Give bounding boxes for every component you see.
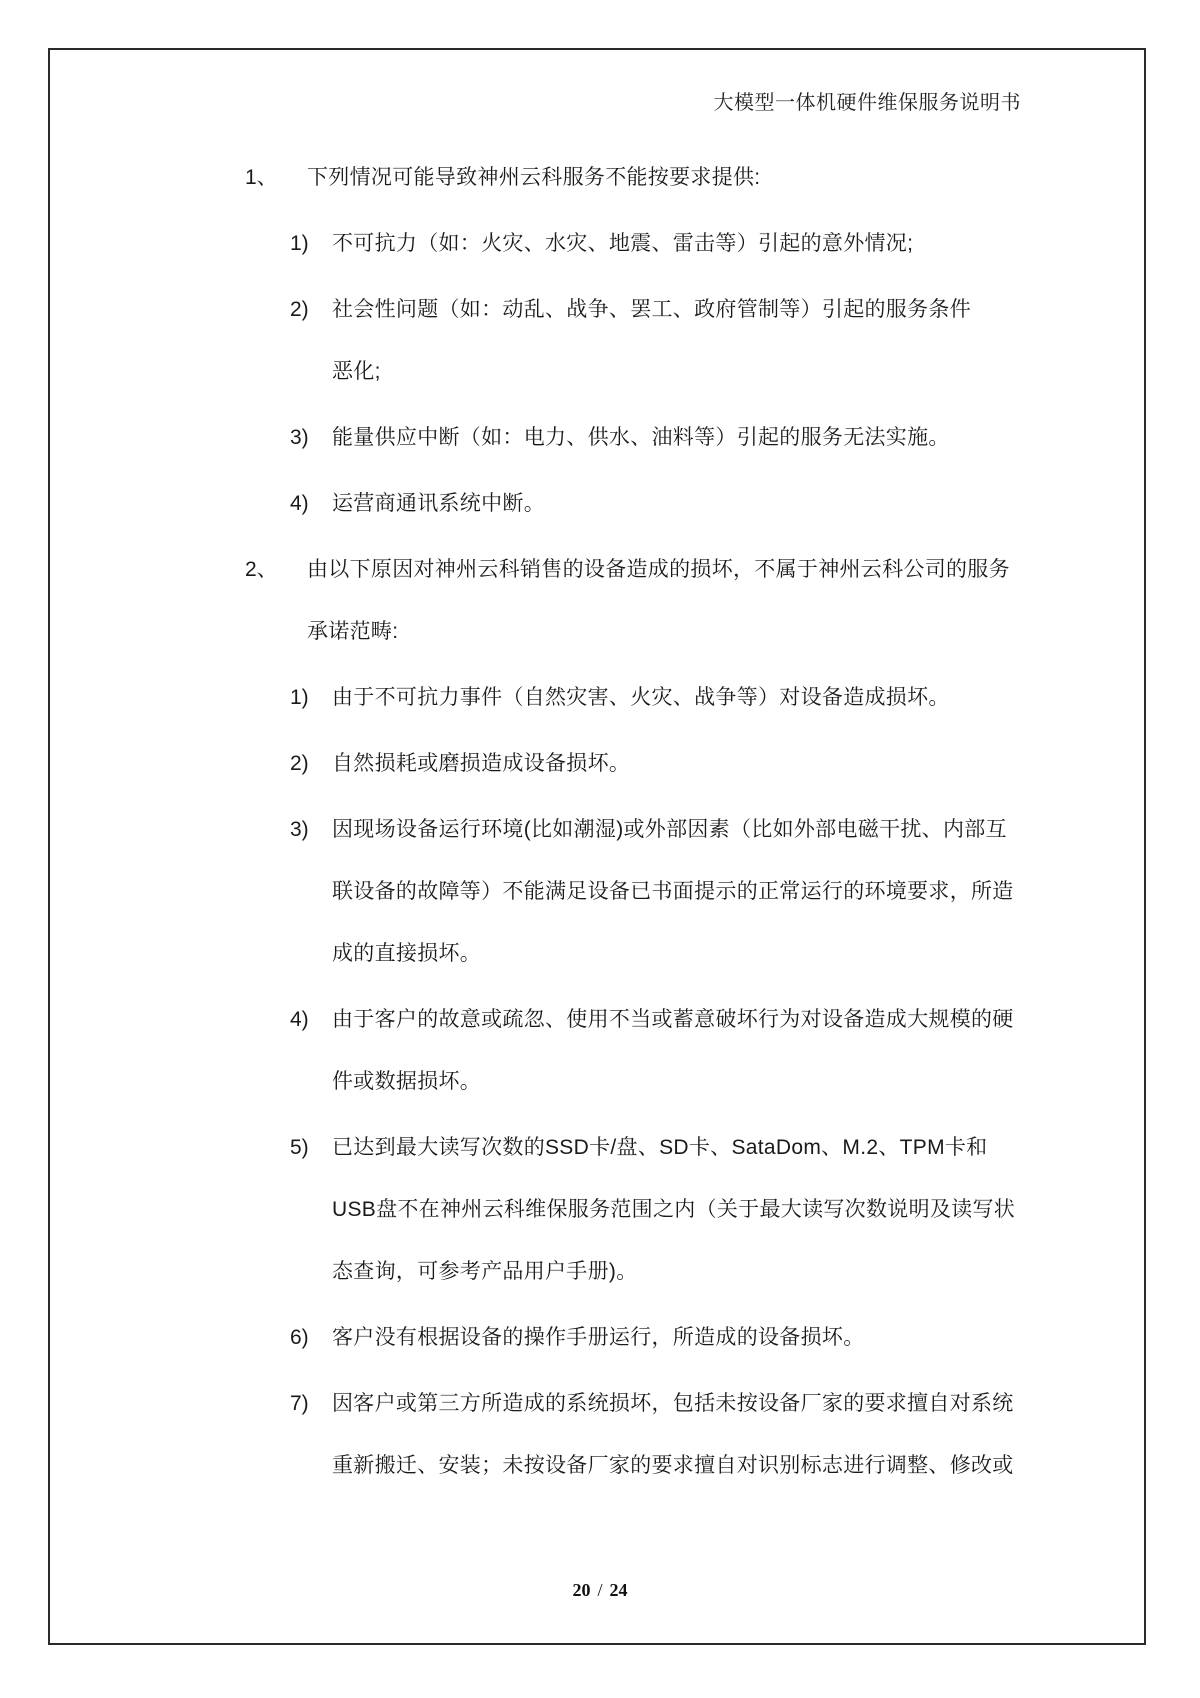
list-item-text (332, 989, 1075, 1113)
list-item (290, 733, 1075, 795)
list-item-number: 7) (290, 1392, 309, 1415)
list-item-number: 3) (290, 818, 309, 841)
list-item (290, 279, 1075, 403)
list-item-line: 能量供应中断（如：电力、供水、油料等）引起的服务无法实施。 (332, 426, 950, 449)
list-item (290, 667, 1075, 729)
list-item (290, 473, 1075, 535)
list-item-number: 2) (290, 752, 309, 775)
list-item-line: 件或数据损坏。 (332, 1070, 482, 1093)
list-item (290, 989, 1075, 1113)
list-item-line: 因现场设备运行环境(比如潮湿)或外部因素（比如外部电磁干扰、内部互 (332, 818, 1007, 841)
page-header-title: 大模型一体机硬件维保服务说明书 (713, 92, 1021, 114)
list-item-text (332, 473, 1075, 535)
list-item-number: 3) (290, 426, 309, 449)
list-item (290, 407, 1075, 469)
list-item-line: 重新搬迁、安装；未按设备厂家的要求擅自对识别标志进行调整、修改或 (332, 1454, 1014, 1477)
list-item-text (332, 799, 1075, 985)
list-item-number: 4) (290, 1008, 309, 1031)
list-item-line: 运营商通讯系统中断。 (332, 492, 545, 515)
list-item-line: 自然损耗或磨损造成设备损坏。 (332, 752, 631, 775)
list-item-line: 由于不可抗力事件（自然灾害、火灾、战争等）对设备造成损坏。 (332, 686, 950, 709)
list-item-line: 客户没有根据设备的操作手册运行，所造成的设备损坏。 (332, 1326, 865, 1349)
list-item (290, 213, 1075, 275)
list-item-line: 社会性问题（如：动乱、战争、罢工、政府管制等）引起的服务条件 (332, 298, 971, 321)
page-number-current: 20 (572, 1580, 591, 1600)
list-item-line: 联设备的故障等）不能满足设备已书面提示的正常运行的环境要求，所造 (332, 880, 1014, 903)
list-item-number: 4) (290, 492, 309, 515)
list-item-line: 承诺范畴: (307, 620, 399, 643)
list-item-line: USB盘不在神州云科维保服务范围之内（关于最大读写次数说明及读写状 (332, 1198, 1016, 1221)
list-item-line: 因客户或第三方所造成的系统损坏，包括未按设备厂家的要求擅自对系统 (332, 1392, 1014, 1415)
list-item-line: 态查询，可参考产品用户手册)。 (332, 1260, 638, 1283)
list-item (245, 147, 1075, 209)
list-item-text (307, 539, 1075, 663)
page-number-separator: / (597, 1580, 603, 1600)
list-item-text (332, 667, 1075, 729)
list-item-line: 成的直接损坏。 (332, 942, 482, 965)
list-item-text (332, 213, 1075, 275)
list-item (290, 1373, 1075, 1497)
list-item-text (332, 733, 1075, 795)
list-item-number: 6) (290, 1326, 309, 1349)
list-item-number: 5) (290, 1136, 309, 1159)
list-item-number: 1) (290, 686, 309, 709)
page-footer (0, 1580, 1200, 1601)
list-item-line: 恶化; (332, 360, 381, 383)
list-item-text (332, 407, 1075, 469)
list-item-line: 由以下原因对神州云科销售的设备造成的损坏，不属于神州云科公司的服务 (307, 558, 1010, 581)
list-item-line: 不可抗力（如：火灾、水灾、地震、雷击等）引起的意外情况; (332, 232, 914, 255)
list-item-number: 2、 (245, 558, 278, 581)
list-item-text (332, 1117, 1075, 1303)
list-item-text (332, 1307, 1075, 1369)
list-item-text (307, 147, 1075, 209)
list-item-number: 1) (290, 232, 309, 255)
list-item-number: 2) (290, 298, 309, 321)
list-item (290, 1117, 1075, 1303)
document-body (245, 147, 1075, 1501)
list-item (245, 539, 1075, 663)
list-item-number: 1、 (245, 166, 278, 189)
list-item-text (332, 279, 1075, 403)
list-item (290, 1307, 1075, 1369)
page-number-total: 24 (609, 1580, 628, 1600)
list-item-line: 下列情况可能导致神州云科服务不能按要求提供: (307, 166, 761, 189)
list-item-text (332, 1373, 1075, 1497)
list-item-line: 已达到最大读写次数的SSD卡/盘、SD卡、SataDom、M.2、TPM卡和 (332, 1136, 988, 1159)
list-item-line: 由于客户的故意或疏忽、使用不当或蓄意破坏行为对设备造成大规模的硬 (332, 1008, 1014, 1031)
list-item (290, 799, 1075, 985)
